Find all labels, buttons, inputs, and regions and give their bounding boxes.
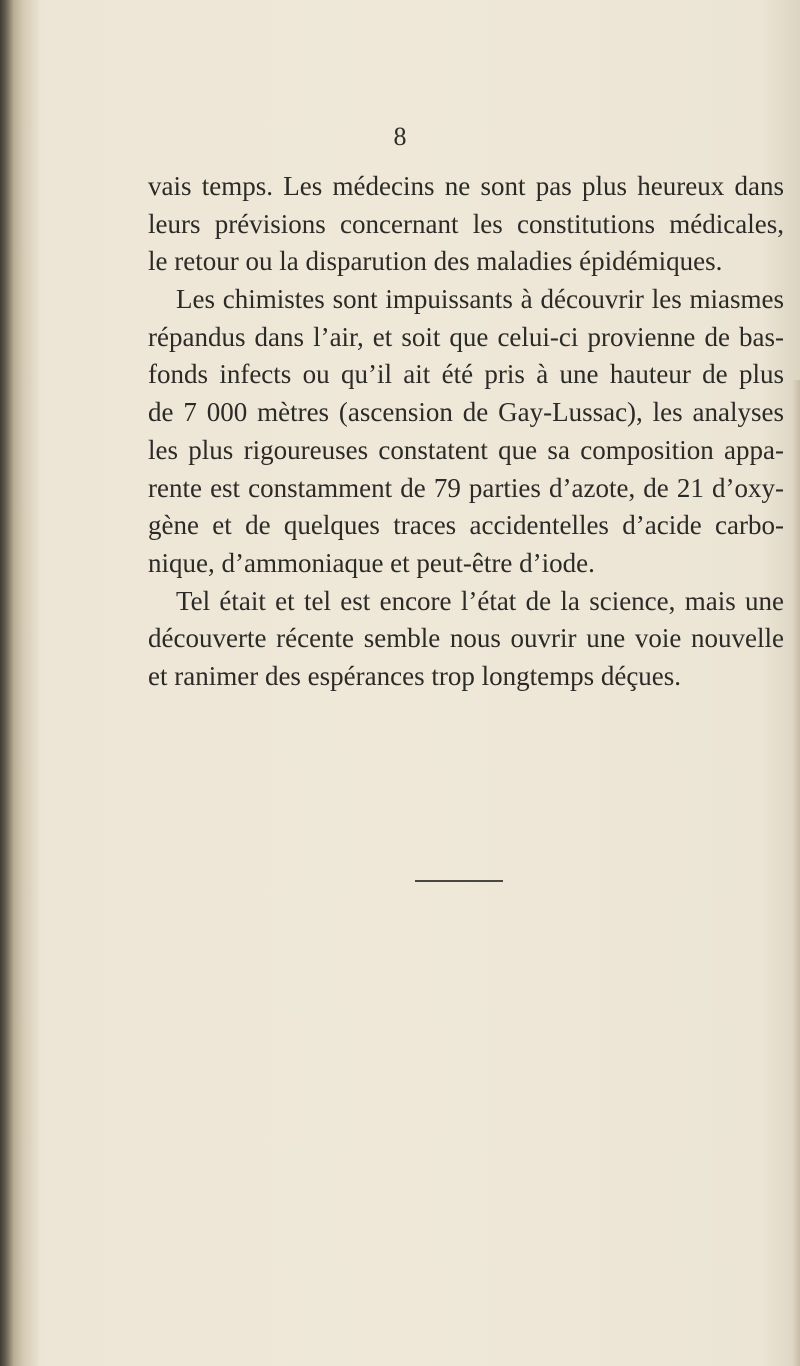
section-divider-rule xyxy=(415,880,503,882)
page-number: 8 xyxy=(393,122,407,151)
text-line: vais temps. Les médecins ne sont pas plus heureux dans xyxy=(148,171,784,201)
text-line: rente est constamment de 79 parties d’azote, de 21 d’oxy- xyxy=(148,472,784,503)
text-line: de 7 000 mètres (ascension de Gay-Lussac), les analyses xyxy=(148,397,784,428)
text-line: gène et de quelques traces accidentelles d’acide carbo- xyxy=(148,510,784,541)
text-line: Les chimistes sont impuissants à découvrir les miasmes xyxy=(176,284,784,315)
text-line: et ranimer des espérances trop longtemps déçues. xyxy=(148,660,682,691)
text-line: découverte récente semble nous ouvrir une voie nouvelle xyxy=(148,623,784,654)
book-spine-shadow xyxy=(0,0,40,1366)
text-line: répandus dans l’air, et soit que celui-ci provienne de bas- xyxy=(148,321,784,352)
text-line: nique, d’ammoniaque et peut-être d’iode. xyxy=(148,547,595,578)
text-line: les plus rigoureuses constatent que sa composition appa- xyxy=(148,434,784,465)
text-line: le retour ou la disparution des maladies épidémiques. xyxy=(148,246,723,277)
text-line: leurs prévisions concernant les constitutions médicales, xyxy=(148,208,784,239)
text-line: fonds infects ou qu’il ait été pris à une hauteur de plus xyxy=(148,359,784,390)
body-text xyxy=(148,168,784,696)
page-edge-shadow xyxy=(792,380,800,1366)
text-line: Tel était et tel est encore l’état de la science, mais une xyxy=(176,585,784,616)
